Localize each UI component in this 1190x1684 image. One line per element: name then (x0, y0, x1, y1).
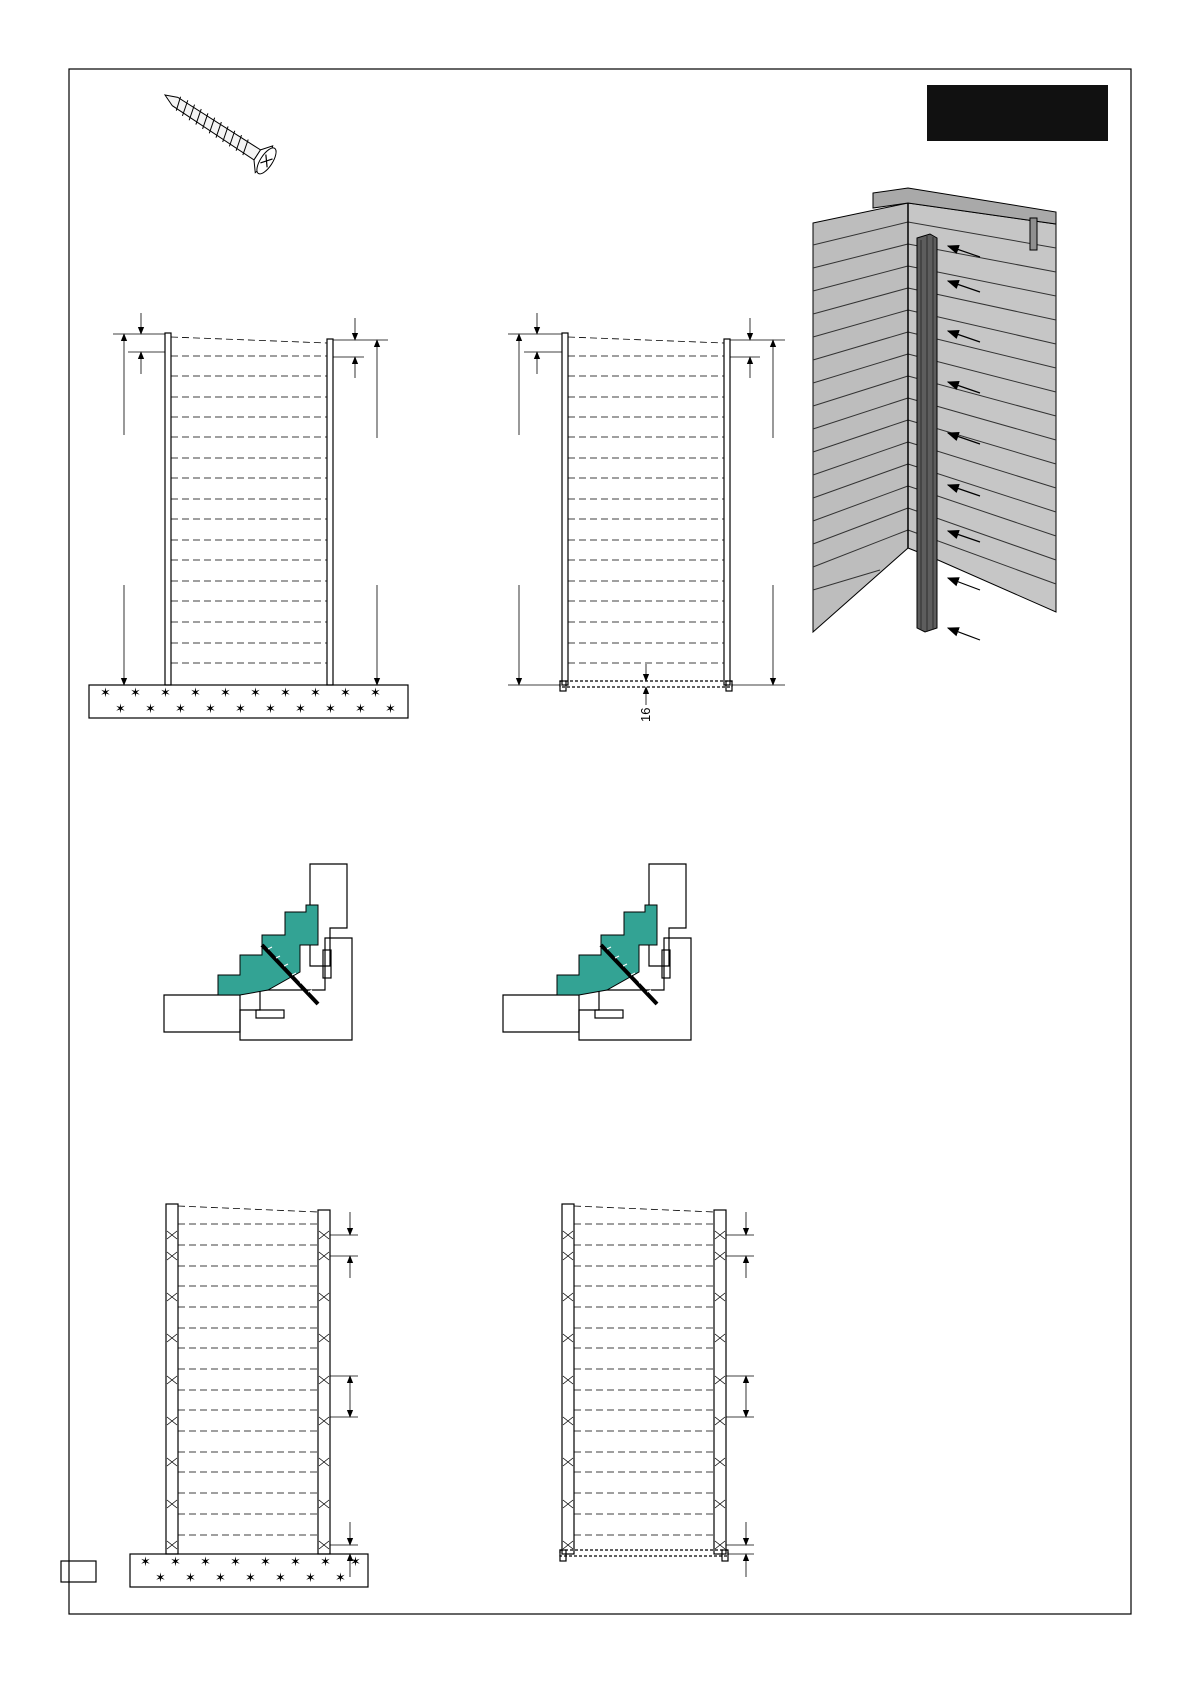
svg-text:✶: ✶ (230, 1554, 241, 1569)
svg-text:✶: ✶ (260, 1554, 271, 1569)
svg-text:✶: ✶ (385, 701, 396, 716)
base-rail (560, 681, 732, 687)
svg-text:✶: ✶ (340, 685, 351, 700)
svg-text:✶: ✶ (220, 685, 231, 700)
section-detail-rail (503, 864, 691, 1040)
svg-text:✶: ✶ (200, 1554, 211, 1569)
svg-text:✶: ✶ (305, 1570, 316, 1585)
svg-text:✶: ✶ (215, 1570, 226, 1585)
screw-icon (156, 82, 280, 178)
svg-text:✶: ✶ (290, 1554, 301, 1569)
fixing-view-on-slab (130, 1204, 368, 1587)
svg-text:✶: ✶ (170, 1554, 181, 1569)
svg-text:✶: ✶ (140, 1554, 151, 1569)
section-detail-slab (164, 864, 352, 1040)
svg-text:✶: ✶ (155, 1570, 166, 1585)
page-number-box (61, 1561, 96, 1582)
svg-text:✶: ✶ (100, 685, 111, 700)
svg-text:✶: ✶ (265, 701, 276, 716)
svg-text:✶: ✶ (235, 701, 246, 716)
step-label-block (927, 85, 1108, 141)
svg-text:✶: ✶ (145, 701, 156, 716)
svg-text:✶: ✶ (335, 1570, 346, 1585)
svg-text:✶: ✶ (205, 701, 216, 716)
front-view-on-rail (508, 313, 785, 722)
svg-text:✶: ✶ (350, 1554, 361, 1569)
svg-text:✶: ✶ (190, 685, 201, 700)
svg-text:✶: ✶ (355, 701, 366, 716)
isometric-corner-view (813, 188, 1056, 640)
svg-text:✶: ✶ (370, 685, 381, 700)
svg-text:✶: ✶ (175, 701, 186, 716)
svg-text:✶: ✶ (310, 685, 321, 700)
gap-dimension-label: 16 (638, 707, 653, 722)
fixing-view-on-rail (560, 1204, 754, 1577)
base-rail (560, 1550, 728, 1556)
svg-text:✶: ✶ (280, 685, 291, 700)
svg-text:✶: ✶ (295, 701, 306, 716)
svg-text:✶: ✶ (130, 685, 141, 700)
svg-text:✶: ✶ (115, 701, 126, 716)
svg-text:✶: ✶ (275, 1570, 286, 1585)
svg-text:✶: ✶ (325, 701, 336, 716)
svg-text:✶: ✶ (320, 1554, 331, 1569)
svg-text:✶: ✶ (250, 685, 261, 700)
svg-text:✶: ✶ (185, 1570, 196, 1585)
front-view-on-slab (89, 313, 408, 718)
svg-text:✶: ✶ (245, 1570, 256, 1585)
svg-text:✶: ✶ (160, 685, 171, 700)
